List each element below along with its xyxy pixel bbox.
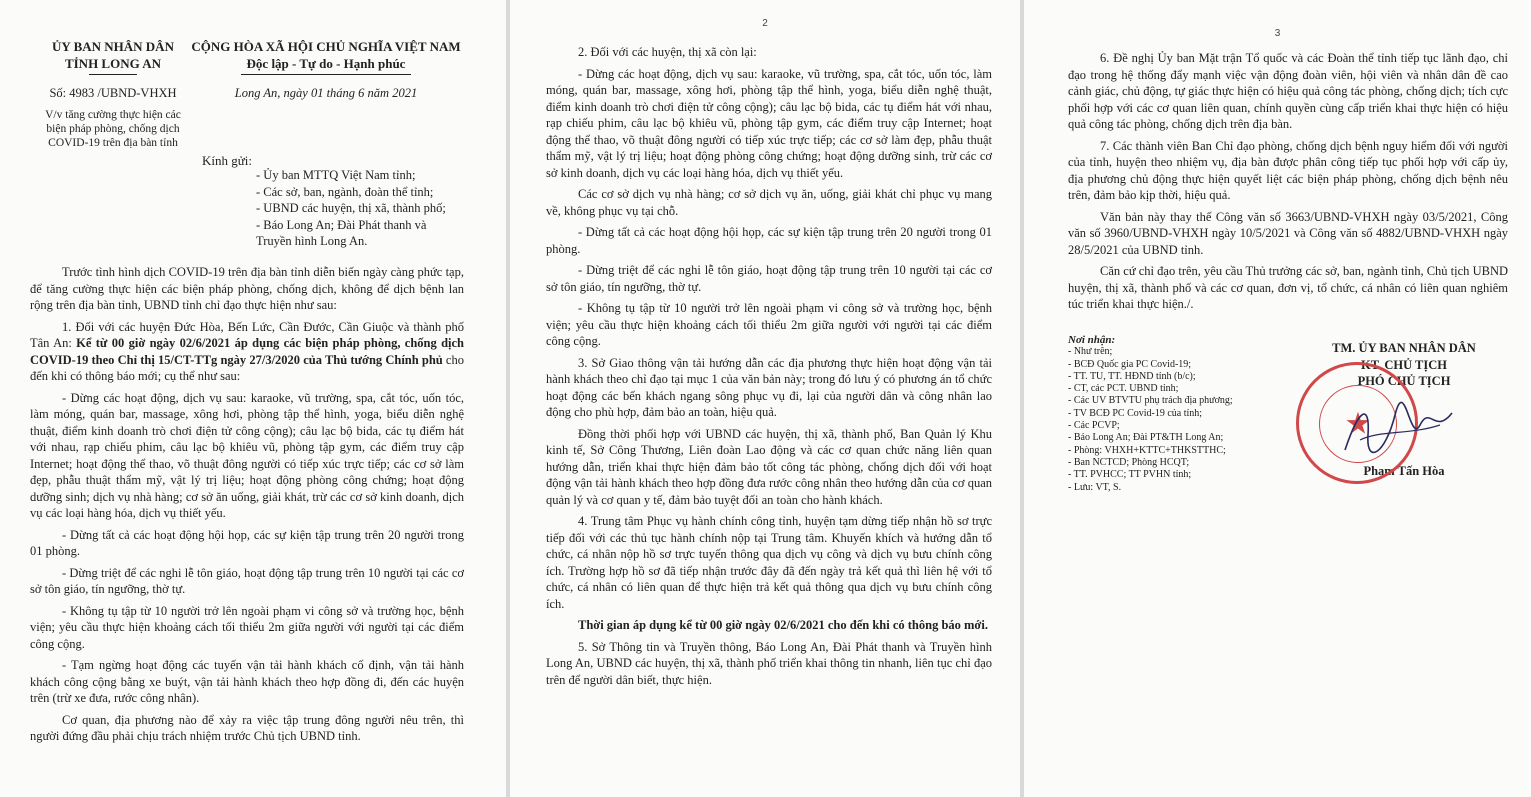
- paragraph: 3. Sở Giao thông vận tải hướng dẫn các địa phương thực hiện hoạt động vận tải hành khách theo chỉ đạo tại mục 1 của văn bản này; trong đó lưu ý có phương án tổ chức hoạt động các bến khách ngang sông phục vụ đi, lại của người dân và công nhân lao động cho phù hợp, đảm bảo an toàn, hiệu quả.: [546, 355, 992, 419]
- paragraph: 5. Sở Thông tin và Truyền thông, Báo Long An, Đài Phát thanh và Truyền hình Long An, UBND các huyện, thị xã, thành phố triển khai thông tin nhanh, liên tục chỉ đạo trên để người dân biết, thực hiện.: [546, 639, 992, 687]
- page-number: 3: [1274, 28, 1281, 39]
- page-2: [510, 0, 1020, 797]
- signer-name: Phạm Tấn Hòa: [1363, 464, 1445, 478]
- page-number: 2: [762, 18, 768, 29]
- handwritten-signature: [1340, 395, 1460, 465]
- issuing-org: ỦY BAN NHÂN DÂN TỈNH LONG AN: [28, 38, 198, 75]
- kinh-gui-label: Kính gửi:: [202, 153, 253, 168]
- noi-nhan-title: Nơi nhận:: [1068, 334, 1116, 346]
- paragraph: 2. Đối với các huyện, thị xã còn lại:: [578, 45, 757, 59]
- paragraph: Đồng thời phối hợp với UBND các huyện, thị xã, thành phố, Ban Quản lý Khu kinh tế, Sở Công Thương, Liên đoàn Lao động và các cơ quan chức năng liên quan hướng dẫn, triển khai thực hiện đảm bảo tốt công tác phòng, chống dịch đối với hoạt động vận tải hành khách theo hợp đồng đưa rước công nhân theo hướng dẫn của cơ quan quản lý và cơ quan y tế, đảm bảo tuyệt đối an toàn cho hành khách.: [546, 426, 992, 507]
- paragraph: - Dừng tất cả các hoạt động hội họp, các sự kiện tập trung trên 20 người trong 01 phòng.: [30, 527, 464, 558]
- national-header: CỘNG HÒA XÃ HỘI CHỦ NGHĨA VIỆT NAM Độc lập - Tự do - Hạnh phúc: [186, 38, 466, 75]
- page2-body: [546, 44, 992, 688]
- paragraph: Căn cứ chỉ đạo trên, yêu cầu Thủ trưởng các sở, ban, ngành tỉnh, Chủ tịch UBND huyện, thị xã, thành phố và các cơ quan, đơn vị, tổ chức, cá nhân có liên quan nghiêm túc triển khai thực hiện./.: [1068, 264, 1508, 311]
- recipients-list: Nơi nhận: - Như trên; - BCĐ Quốc gia PC Covid-19; - TT. TU, TT. HĐND tỉnh (b/c); - CT, các PCT. UBND tỉnh; - Các UV BTVTU phụ trách địa phương; - TV BCĐ PC Covid-19 của tỉnh; - Các PCVP; - Báo Long An; Đài PT&TH Long An; - Phòng: VHXH+KTTC+THKSTTHC; - Ban NCTCD; Phòng HCQT; - TT. PVHCC; TT PVHN tỉnh; - Lưu: VT, S.: [1068, 334, 1288, 494]
- star-icon: ★: [1344, 407, 1372, 441]
- paragraph: Cơ quan, địa phương nào để xảy ra việc tập trung đông người nêu trên, thì người đứng đầu phải chịu trách nhiệm trước Chủ tịch UBND tỉnh.: [30, 712, 464, 743]
- paragraph: - Dừng tất cả các hoạt động hội họp, các sự kiện tập trung trên 20 người trong 01 phòng.: [546, 225, 992, 256]
- paragraph: 7. Các thành viên Ban Chỉ đạo phòng, chống dịch bệnh nguy hiểm đối với người của tỉnh, huyện theo nhiệm vụ, địa bàn được phân công tiếp tục phối hợp với cấp ủy, địa phương chủ động thực hiện quyết liệt các biện pháp phòng, chống dịch bệnh nêu trên, đảm bảo kịp thời, hiệu quả.: [1068, 138, 1508, 202]
- paragraph: 4. Trung tâm Phục vụ hành chính công tỉnh, huyện tạm dừng tiếp nhận hồ sơ trực tiếp đối với các thủ tục hành chính nộp tại Trung tâm. Khuyến khích và hướng dẫn tổ chức, cá nhân nộp hồ sơ trực tuyến thông qua dịch vụ công và dịch vụ bưu chính công ích. Trường hợp hồ sơ đã tiếp nhận trước đây đã đến ngày trả kết quả thì liên hệ với tổ chức, cá nhân có liên quan để thực hiện trả kết quả thông qua dịch vụ bưu chính công ích.: [546, 514, 992, 611]
- paragraph: 6. Đề nghị Ủy ban Mặt trận Tổ quốc và các Đoàn thể tỉnh tiếp tục lãnh đạo, chỉ đạo trong hệ thống đẩy mạnh việc vận động đoàn viên, hội viên và nhân dân đề cao cảnh giác, chủ động, tự giác thực hiện có hiệu quả công tác phòng, chống dịch; tích cực phối hợp với các cơ quan liên quan, chính quyền cùng cấp triển khai thực hiện có hiệu quả công tác phòng, chống dịch trên địa bàn.: [1068, 51, 1508, 131]
- signature-block: TM. ỦY BAN NHÂN DÂN KT. CHỦ TỊCH PHÓ CHỦ TỊCH: [1332, 341, 1476, 388]
- paragraph: - Dừng triệt để các nghi lễ tôn giáo, hoạt động tập trung trên 10 người tại các cơ sở tôn giáo, tín ngưỡng, thờ tự.: [30, 565, 464, 596]
- paragraph: - Không tụ tập từ 10 người trở lên ngoài phạm vi công sở và trường học, bệnh viện; yêu cầu thực hiện khoảng cách tối thiểu 2m giữa người với người tại các điểm công cộng.: [546, 301, 992, 348]
- paragraph: Văn bản này thay thế Công văn số 3663/UBND-VHXH ngày 03/5/2021, Công văn số 3960/UBND-VHXH ngày 10/5/2021 và Công văn số 4882/UBND-VHXH ngày 28/5/2021 của UBND tỉnh.: [1068, 209, 1508, 257]
- subject: V/v tăng cường thực hiện các biện pháp phòng, chống dịch COVID-19 trên địa bàn tỉnh: [45, 109, 181, 149]
- paragraph: - Tạm ngừng hoạt động các tuyến vận tải hành khách cố định, vận tải hành khách công cộng bằng xe buýt, vận tải hành khách theo hợp đồng đi, đến các huyện trên (trừ xe đưa, rước công nhân).: [30, 658, 464, 705]
- paragraph: - Dừng các hoạt động, dịch vụ sau: karaoke, vũ trường, spa, cắt tóc, uốn tóc, làm móng, quán bar, massage, xông hơi, phòng tập thể hình, yoga, biểu diễn nghệ thuật, điểm kinh doanh trò chơi điện tử công cộng); câu lạc bộ bida, các tụ điểm hát với nhau, rạp chiếu phim, câu lạc bộ khiêu vũ, phòng tập gym, các điểm truy cập Internet; hoạt động thể thao, võ thuật đông người có tiếp xúc trực tiếp; các cơ sở làm đẹp, phẫu thuật thẩm mỹ, vật lý trị liệu; hoạt động phòng công chứng; hoạt động dưỡng sinh, trừ các cơ sở kinh doanh, dịch vụ các loại hàng hóa, dịch vụ thiết yếu.: [546, 66, 992, 180]
- item-1-paragraph: 1. Đối với các huyện Đức Hòa, Bến Lức, Cần Đước, Cần Giuộc và thành phố Tân An: Kể từ 00 giờ ngày 02/6/2021 áp dụng các biện pháp phòng, chống dịch COVID-19 theo Chỉ thị 15/CT-TTg ngày 27/3/2020 của Thủ tướng Chính phủ cho đến khi có thông báo mới; cụ thể như sau:: [30, 319, 464, 383]
- page-1: [0, 0, 506, 797]
- effective-time-paragraph: Thời gian áp dụng kể từ 00 giờ ngày 02/6/2021 cho đến khi có thông báo mới.: [578, 618, 988, 632]
- paragraph: - Dừng triệt để các nghi lễ tôn giáo, hoạt động tập trung trên 10 người tại các cơ sở tôn giáo, tín ngưỡng, thờ tự.: [546, 263, 992, 294]
- date-line: Long An, ngày 01 tháng 6 năm 2021: [234, 86, 418, 100]
- intro-paragraph: Trước tình hình dịch COVID-19 trên địa bàn tỉnh diễn biến ngày càng phức tạp, để tăng cường thực hiện các biện pháp phòng, chống dịch, không để dịch bệnh lan rộng trên địa bàn tỉnh, UBND tỉnh chỉ đạo thực hiện như sau:: [30, 265, 464, 312]
- recipients: - Ủy ban MTTQ Việt Nam tỉnh; - Các sở, ban, ngành, đoàn thể tỉnh; - UBND các huyện, thị xã, thành phố; - Báo Long An; Đài Phát thanh và Truyền hình Long An.: [256, 168, 446, 248]
- page3-body: [1068, 50, 1508, 313]
- page1-body: [30, 264, 464, 745]
- paragraph: - Dừng các hoạt động, dịch vụ sau: karaoke, vũ trường, spa, cắt tóc, uốn tóc, làm móng, quán bar, massage, xông hơi, phòng tập thể hình, yoga, biểu diễn nghệ thuật, điểm kinh doanh trò chơi điện tử công cộng); câu lạc bộ bida, các tụ điểm hát với nhau, rạp chiếu phim, câu lạc bộ khiêu vũ, phòng tập gym, các điểm truy cập Internet; hoạt động thể thao, võ thuật đông người có tiếp xúc trực tiếp; các cơ sở làm đẹp, phẫu thuật thẩm mỹ, vật lý trị liệu; hoạt động phòng công chứng; hoạt động dưỡng sinh; dịch vụ nhà hàng; cơ sở ăn uống, giải khát, trừ các cơ sở kinh doanh, dịch vụ các loại hàng hóa, dịch vụ thiết yếu.: [30, 390, 464, 520]
- paragraph: - Không tụ tập từ 10 người trở lên ngoài phạm vi công sở và trường học, bệnh viện; yêu cầu thực hiện khoảng cách tối thiểu 2m giữa người với người tại các điểm công cộng.: [30, 603, 464, 651]
- doc-number: Số: 4983 /UBND-VHXH: [49, 86, 177, 100]
- paragraph: Các cơ sở dịch vụ nhà hàng; cơ sở dịch vụ ăn, uống, giải khát chỉ phục vụ mang về, không phục vụ tại chỗ.: [546, 187, 992, 218]
